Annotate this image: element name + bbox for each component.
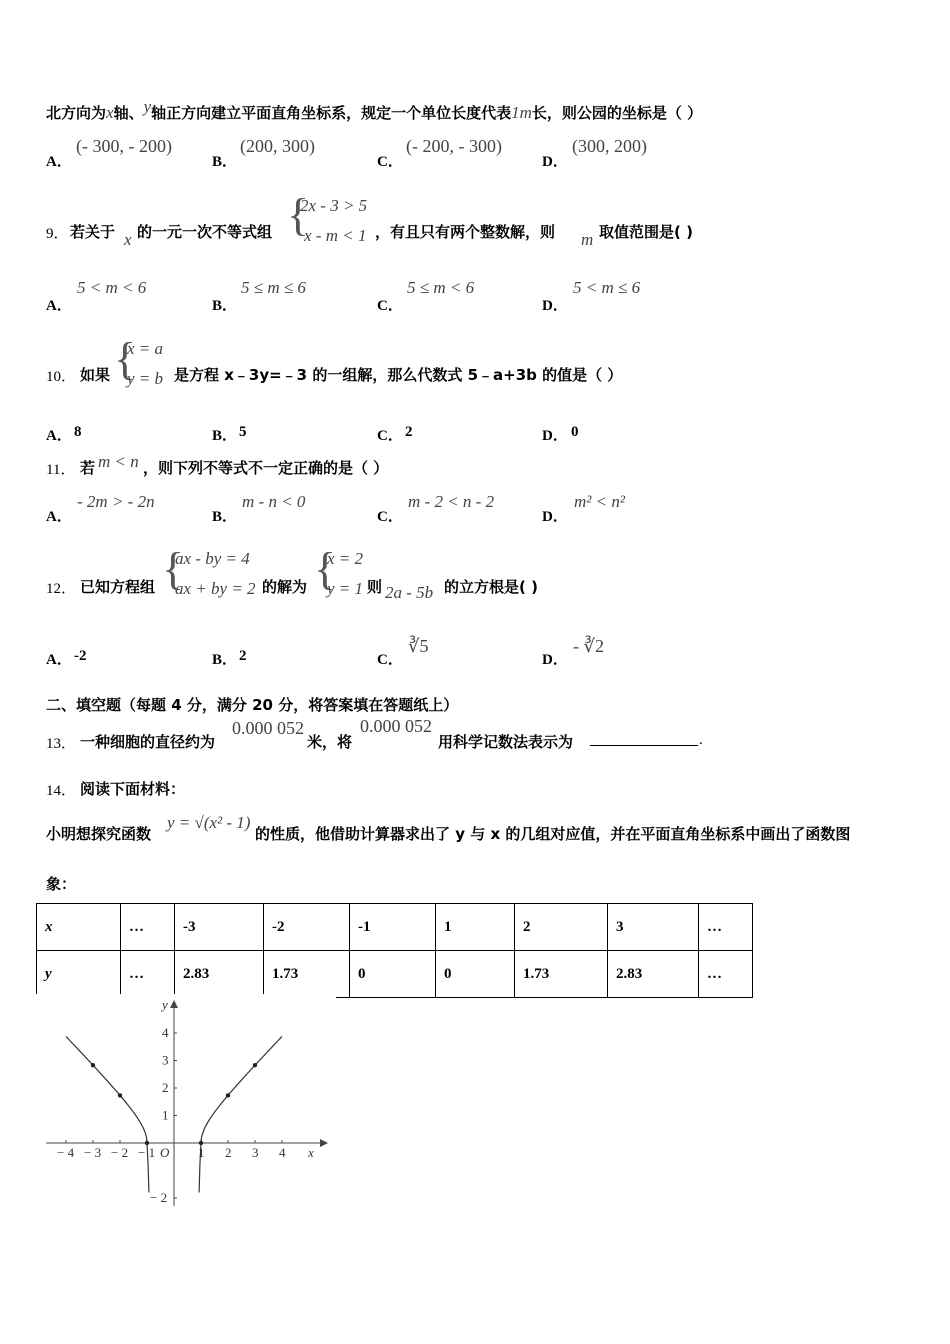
q8-option-b-text: (200, 300) — [240, 136, 315, 156]
q12-brace-solution: { — [314, 543, 337, 594]
q9-ineq-1: 2x - 3 > 5 — [300, 196, 368, 215]
q10-option-d-label: D． — [542, 428, 568, 444]
q8-stem-a: 北方向为 — [46, 104, 107, 122]
q9-brace: { — [287, 189, 310, 240]
q12-option-b-text: 2 — [239, 648, 247, 664]
q11-option-d-text: m² < n² — [574, 492, 625, 511]
q8-option-d-text: (300, 200) — [572, 136, 647, 156]
x-tick-label: − 2 — [111, 1145, 129, 1160]
y-tick-label: 3 — [162, 1052, 169, 1068]
q9-option-c-label: C． — [377, 298, 403, 314]
q11-option-b-label: B． — [212, 509, 238, 525]
table-cell: … — [699, 904, 753, 951]
graph-point — [226, 1093, 230, 1097]
q9-option-b-label: B． — [212, 298, 238, 314]
q9-stem-a: 若关于 — [70, 223, 116, 241]
q10-number: 10． — [46, 369, 77, 385]
q14-stem-a: 阅读下面材料： — [80, 780, 186, 798]
q13-end: . — [699, 732, 703, 748]
q12-stem-b: 的解为 — [262, 578, 308, 596]
table-cell: 2.83 — [175, 951, 264, 998]
q10-option-b-text: 5 — [239, 424, 247, 440]
q11-option-d-label: D． — [542, 509, 568, 525]
q10-brace: { — [114, 333, 137, 384]
q10-stem-a: 如果 — [80, 366, 111, 384]
q14-para-c: 象： — [46, 875, 77, 893]
q14-function: y = √(x² - 1) — [167, 813, 251, 832]
graph-point — [118, 1093, 122, 1097]
x-tick-label: 3 — [252, 1145, 259, 1160]
q14-number: 14． — [46, 783, 77, 799]
q13-number: 13． — [46, 736, 77, 752]
q12-number: 12． — [46, 581, 77, 597]
y-tick-label: 1 — [162, 1107, 169, 1123]
q8-option-c-text: (- 200, - 300) — [406, 136, 502, 156]
q12-sol-1: x = 2 — [327, 549, 364, 568]
table-cell: … — [121, 951, 175, 998]
q9-stem-b: 的一元一次不等式组 — [137, 223, 273, 241]
q8-option-d-label: D． — [542, 154, 568, 170]
q11-stem-a: 若 — [80, 459, 96, 477]
q12-stem-c: 则 — [367, 578, 383, 596]
q13-value-2: 0.000 052 — [360, 716, 432, 736]
table-cell: … — [121, 904, 175, 951]
q9-number: 9． — [46, 226, 69, 242]
q12-option-a-label: A． — [46, 652, 72, 668]
q11-option-c-text: m - 2 < n - 2 — [408, 492, 495, 511]
q10-stem-b: 是方程 x﹣3y=﹣3 的一组解，那么代数式 5﹣a+3b 的值是（ ） — [174, 366, 623, 384]
table-cell: 2.83 — [608, 951, 699, 998]
q9-option-d-text: 5 < m ≤ 6 — [573, 278, 641, 297]
table-cell: … — [699, 951, 753, 998]
table-cell: 1 — [436, 904, 515, 951]
q12-brace-system: { — [162, 543, 185, 594]
q12-stem-a: 已知方程组 — [80, 578, 156, 596]
q10-option-c-label: C． — [377, 428, 403, 444]
table-cell: 0 — [436, 951, 515, 998]
q12-option-a-text: -2 — [74, 648, 87, 664]
q12-option-d-label: D． — [542, 652, 568, 668]
table-cell: 2 — [515, 904, 608, 951]
q11-option-a-text: - 2m > - 2n — [77, 492, 155, 511]
table-cell: 0 — [350, 951, 436, 998]
q14-para-a: 小明想探究函数 — [46, 825, 152, 843]
x-tick-label: 1 — [198, 1145, 205, 1160]
q11-option-c-label: C． — [377, 509, 403, 525]
q8-stem — [46, 97, 703, 123]
q8-option-c-label: C． — [377, 154, 403, 170]
table-row-x — [37, 904, 753, 951]
q12-expression: 2a - 5b — [385, 583, 434, 602]
q13-answer-blank[interactable] — [590, 731, 698, 750]
q8-stem-b: 轴、 — [113, 104, 144, 122]
graph-point — [199, 1141, 203, 1145]
table-cell: 3 — [608, 904, 699, 951]
x-tick-label: 4 — [279, 1145, 286, 1160]
q9-option-c-text: 5 ≤ m < 6 — [407, 278, 475, 297]
table-cell: -2 — [264, 904, 350, 951]
q13-stem-c: 用科学记数法表示为 — [438, 733, 574, 751]
table-cell: 1.73 — [515, 951, 608, 998]
q11-condition: m < n — [98, 452, 139, 471]
q10-option-b-label: B． — [212, 428, 238, 444]
q8-option-b-label: B． — [212, 154, 238, 170]
q13-stem-a: 一种细胞的直径约为 — [80, 733, 216, 751]
graph-point — [91, 1063, 95, 1067]
table-cell: -1 — [350, 904, 436, 951]
q13-stem-b: 米，将 — [307, 733, 353, 751]
table-cell: y — [37, 951, 121, 998]
q8-x-var: x — [106, 103, 114, 122]
q12-option-c-text: ∛5 — [408, 636, 429, 656]
q14-para-b: 的性质，他借助计算器求出了 y 与 x 的几组对应值，并在平面直角坐标系中画出了函数图 — [255, 825, 851, 843]
q8-stem-c: 轴正方向建立平面直角坐标系，规定一个单位长度代表 — [151, 104, 512, 122]
q9-ineq-2: x - m < 1 — [304, 226, 367, 245]
y-tick-label: 4 — [162, 1025, 169, 1040]
q11-option-b-text: m - n < 0 — [242, 492, 306, 511]
section-2-title: 二、填空题（每题 4 分，满分 20 分，将答案填在答题纸上） — [46, 696, 459, 714]
q9-var-x: x — [124, 230, 132, 249]
q10-sys-1: x = a — [127, 339, 164, 358]
q10-sys-2: y = b — [127, 369, 164, 388]
x-tick-label: − 1 — [138, 1145, 156, 1160]
q12-option-d-text: - ∛2 — [573, 636, 604, 656]
q10-option-d-text: 0 — [571, 424, 579, 440]
y-tick-label: − 2 — [150, 1190, 168, 1205]
table-cell: x — [37, 904, 121, 951]
q12-sys-2: ax + by = 2 — [175, 579, 256, 598]
q11-number: 11． — [46, 462, 76, 478]
table-cell: 1.73 — [264, 951, 350, 998]
q9-option-a-label: A． — [46, 298, 72, 314]
q12-sys-1: ax - by = 4 — [175, 549, 250, 568]
q13-value-1: 0.000 052 — [232, 718, 304, 738]
q12-sol-2: y = 1 — [327, 579, 364, 598]
function-graph — [36, 994, 336, 1214]
q8-stem-d: 长，则公园的坐标是（ ） — [531, 104, 703, 122]
x-axis-label: x — [308, 1145, 314, 1160]
q9-stem-d: 取值范围是( ) — [599, 223, 693, 241]
x-tick-label: 2 — [225, 1145, 232, 1160]
q8-unit: 1m — [511, 103, 532, 122]
q11-option-a-label: A． — [46, 509, 72, 525]
q9-option-d-label: D． — [542, 298, 568, 314]
q12-option-c-label: C． — [377, 652, 403, 668]
q9-stem-c: ，有且只有两个整数解，则 — [375, 223, 556, 241]
y-tick-label: 2 — [162, 1080, 169, 1095]
q10-option-c-text: 2 — [405, 424, 413, 440]
y-axis-label: y — [162, 997, 168, 1012]
q11-stem-b: ，则下列不等式不一定正确的是（ ） — [143, 459, 389, 477]
x-tick-label: − 4 — [57, 1145, 75, 1160]
q9-var-m: m — [581, 230, 594, 249]
q8-y-var: y — [143, 97, 152, 116]
graph-point — [145, 1141, 149, 1145]
q8-option-a-text: (- 300, - 200) — [76, 136, 172, 156]
q9-option-a-text: 5 < m < 6 — [77, 278, 147, 297]
q12-option-b-label: B． — [212, 652, 238, 668]
value-table — [36, 903, 753, 998]
q8-option-a-label: A． — [46, 154, 72, 170]
graph-point — [253, 1063, 257, 1067]
q10-option-a-label: A． — [46, 428, 72, 444]
q12-stem-d: 的立方根是( ) — [444, 578, 538, 596]
table-row-y — [37, 951, 753, 998]
x-tick-label: − 3 — [84, 1145, 102, 1160]
q10-option-a-text: 8 — [74, 424, 82, 440]
q9-option-b-text: 5 ≤ m ≤ 6 — [241, 278, 306, 297]
origin-label: O — [160, 1145, 170, 1160]
table-cell: -3 — [175, 904, 264, 951]
